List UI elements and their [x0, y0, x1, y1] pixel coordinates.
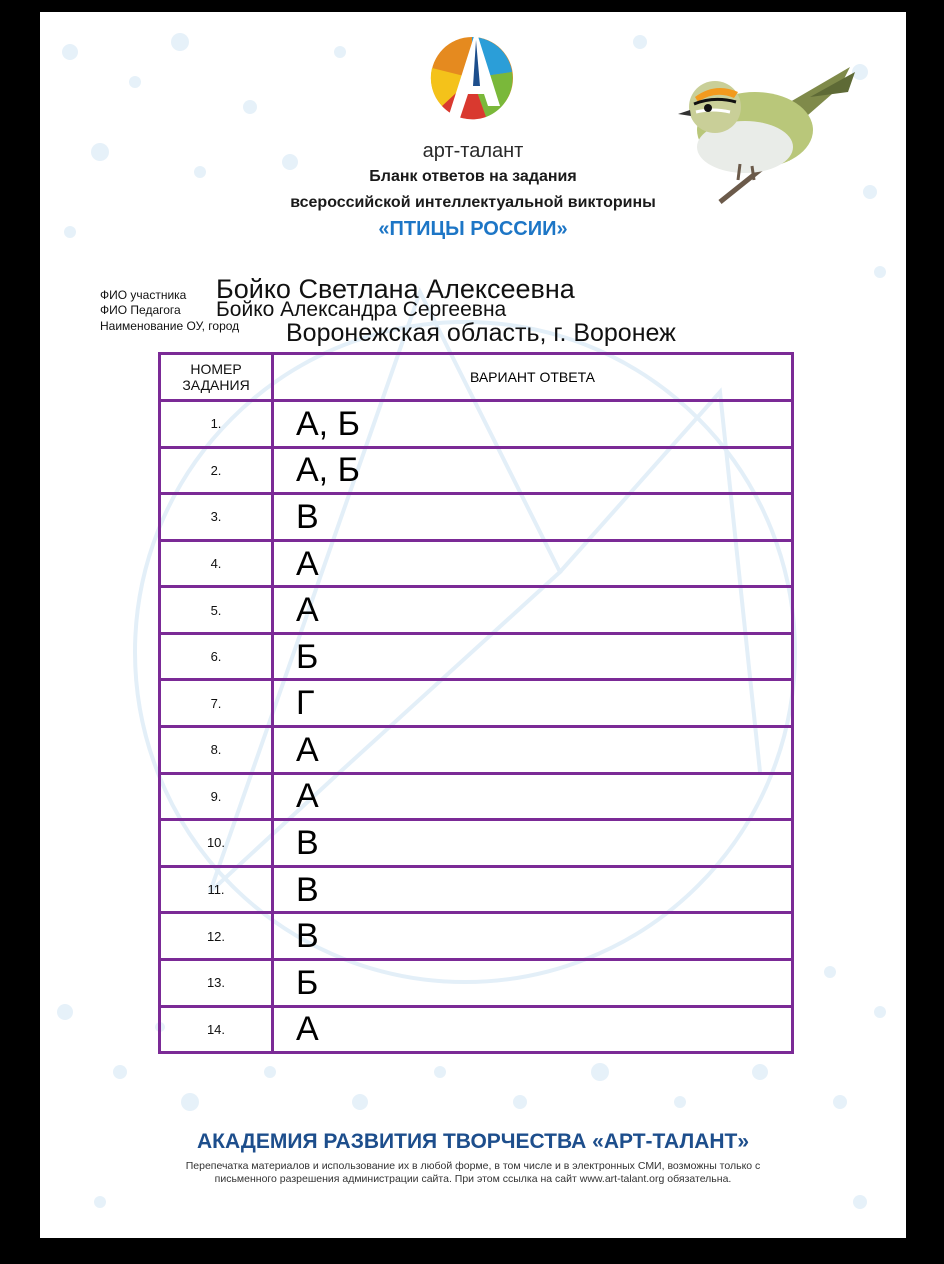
- column-header-answer: ВАРИАНТ ОТВЕТА: [469, 369, 596, 385]
- table-row: [161, 958, 791, 1005]
- answer-value: А: [296, 544, 319, 583]
- task-number: 14.: [161, 1008, 274, 1052]
- table-row: [161, 492, 791, 539]
- task-number: 9.: [161, 775, 274, 819]
- answers-table: [158, 352, 794, 1054]
- answer-value: А: [296, 591, 319, 630]
- teacher-label: ФИО Педагога: [100, 303, 181, 317]
- participant-label: ФИО участника: [100, 288, 187, 302]
- answer-value: А, Б: [296, 451, 360, 490]
- copyright-line: Перепечатка материалов и использование их в любой форме, в том числе и в электронных СМИ, возможны только с: [185, 1160, 761, 1172]
- answer-value: В: [296, 917, 319, 956]
- table-row: [161, 911, 791, 958]
- task-number: 10.: [161, 821, 274, 865]
- answer-value: А: [296, 777, 319, 816]
- table-row: [161, 539, 791, 586]
- answer-value: В: [296, 497, 319, 536]
- answer-value: В: [296, 823, 319, 862]
- table-row: [161, 585, 791, 632]
- task-number: 11.: [161, 868, 274, 912]
- table-row: [161, 725, 791, 772]
- school-city: Воронежская область, г. Воронеж: [286, 319, 676, 347]
- answer-value: Б: [296, 963, 319, 1002]
- school-label: Наименование ОУ, город: [100, 319, 240, 333]
- table-row: [161, 818, 791, 865]
- table-row: [161, 446, 791, 493]
- answer-value: В: [296, 870, 319, 909]
- firecrest-bird-illustration: [660, 52, 860, 212]
- task-number: 4.: [161, 542, 274, 586]
- task-number: 8.: [161, 728, 274, 772]
- task-number: 5.: [161, 588, 274, 632]
- answer-sheet: [40, 12, 906, 1238]
- teacher-name: Бойко Александра Сергеевна: [216, 298, 507, 321]
- table-row: [161, 1005, 791, 1052]
- brand-name: арт-талант: [422, 140, 524, 162]
- answer-value: А: [296, 1010, 319, 1049]
- column-header-number: НОМЕР ЗАДАНИЯ: [161, 355, 274, 399]
- art-talant-logo-icon: [426, 26, 518, 126]
- task-number: 12.: [161, 914, 274, 958]
- answer-value: А, Б: [296, 404, 360, 443]
- academy-title: АКАДЕМИЯ РАЗВИТИЯ ТВОРЧЕСТВА «АРТ-ТАЛАНТ»: [196, 1130, 750, 1153]
- task-number: 3.: [161, 495, 274, 539]
- table-row: [161, 399, 791, 446]
- sheet-title-line1: Бланк ответов на задания: [369, 168, 577, 185]
- task-number: 1.: [161, 402, 274, 446]
- table-header: [161, 355, 791, 399]
- table-row: [161, 772, 791, 819]
- task-number: 6.: [161, 635, 274, 679]
- copyright-notice: [120, 1160, 826, 1186]
- task-number: 2.: [161, 449, 274, 493]
- task-number: 7.: [161, 681, 274, 725]
- participant-name: Бойко Светлана Алексеевна: [216, 274, 575, 304]
- answer-value: А: [296, 730, 319, 769]
- answer-value: Б: [296, 637, 319, 676]
- task-number: 13.: [161, 961, 274, 1005]
- quiz-name: «ПТИЦЫ РОССИИ»: [378, 218, 568, 240]
- table-row: [161, 632, 791, 679]
- answer-value: Г: [296, 684, 315, 723]
- sheet-title-line2: всероссийской интеллектуальной викторины: [290, 194, 656, 211]
- table-row: [161, 678, 791, 725]
- table-row: [161, 865, 791, 912]
- copyright-line: письменного разрешения администрации сайта. При этом ссылка на сайт www.art-talant.org обязательна.: [214, 1173, 732, 1185]
